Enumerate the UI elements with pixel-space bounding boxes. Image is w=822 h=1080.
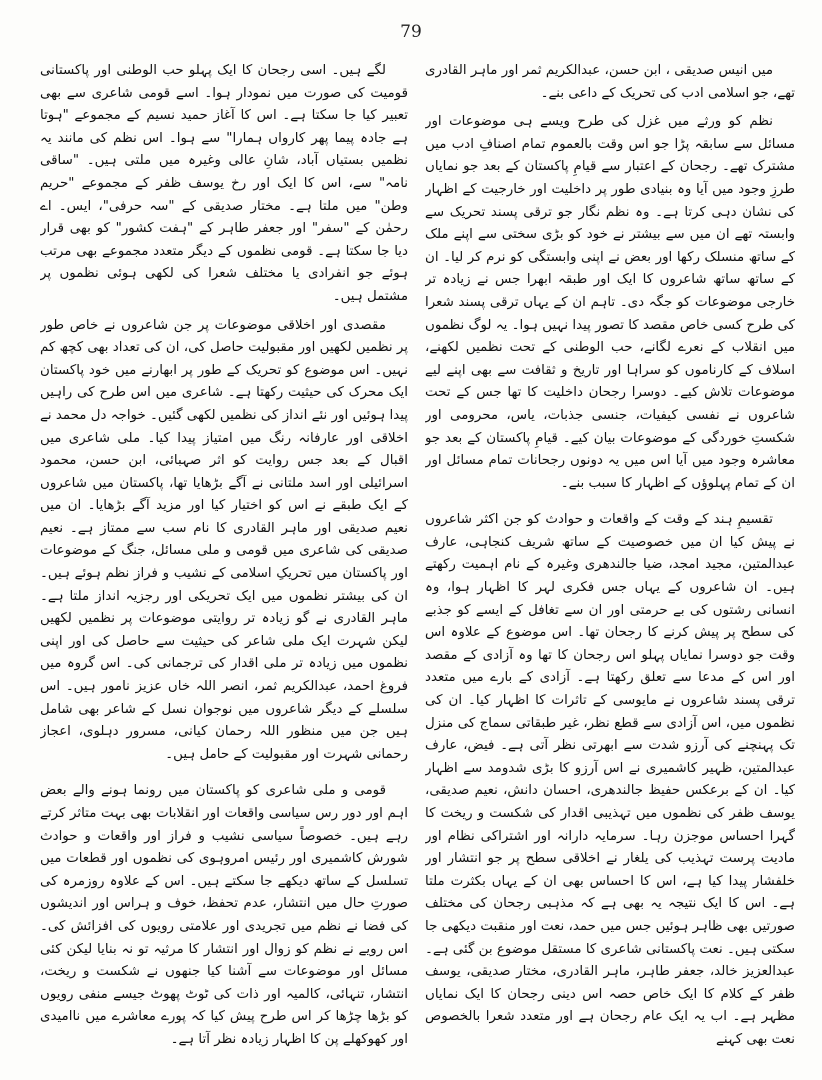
paragraph: تقسیمِ ہند کے وقت کے واقعات و حوادث کو جن اکثر شاعروں نے پیش کیا ان میں خصوصیت کے ساتھ شریف کنجاہی، عارف عبدالمتین، مجید امجد، ضیا جالندھری وغیرہ کے نام اہمیت رکھتے ہیں۔ ان شاعروں کے یہاں جس فکری لہر کا اظہار ہوا، وہ انسانی رشتوں کی بے حرمتی اور ان سے تغافل کے ایسے کو جذبے کی سطح پر پیش کرنے کا رجحان تھا۔ اس موضوع کے علاوہ اس وقت جو دوسرا نمایاں پہلو اس رجحان کا تھا وہ آزادی کے مقصد اور اس کے مدعا سے تعلق رکھتا ہے۔ آزادی کے بارے میں متعدد ترقی پسند شاعروں نے مایوسی کے تاثرات کا اظہار کیا۔ ان کی نظموں میں، اس آزادی سے قطع نظر، غیر طبقاتی سماج کی منزل تک پہنچنے کی آرزو شدت سے ابھرتی نظر آتی ہے۔ فیض، عارف عبدالمتین، ظہیر کاشمیری نے اس آرزو کا بڑی شدومد سے اظہار کیا۔ ان کے برعکس حفیظ جالندھری، احسان دانش، نعیم صدیقی، یوسف ظفر کی نظموں میں تہذیبی اقدار کی شکست و ریخت کا گہرا احساس موجزن رہا۔ سرمایہ دارانہ اور اشتراکی نظام اور مادیت پرست تہذیب کی یلغار نے اخلاقی سطح پر جو انتشار اور خلفشار پیدا کیا ہے، اس کا احساس بھی ان کے یہاں بکثرت ملتا ہے۔ اس کا ایک نتیجہ یہ بھی ہے کہ مذہبی رجحان کی مختلف صورتیں بھی ظاہر ہوئیں جس میں حمد، نعت اور منقبت دیکھی جا سکتی ہیں۔ نعت پاکستانی شاعری کا مستقل موضوع بن گئی ہے۔ عبدالعزیز خالد، جعفر طاہر، ماہر القادری، مختار صدیقی، یوسف ظفر کے کلام کا ایک خاص حصہ اس دینی رجحان کا ایک نمایاں مظہر ہے۔ اب یہ ایک عام رجحان ہے اور متعدد شعرا بالخصوص نعت بھی کہنے [425,512,795,1047]
right-text-column [425,60,795,1060]
paragraph: قومی و ملی شاعری کو پاکستان میں رونما ہونے والے بعض اہم اور دور رس سیاسی واقعات اور انقلابات بھی بہت متاثر کرتے رہے ہیں۔ خصوصاً سیاسی نشیب و فراز اور واقعات و حوادث شورش کاشمیری اور رئیس امروہوی کی نظموں اور قطعات میں تسلسل کے ساتھ دیکھے جا سکتے ہیں۔ اس کے علاوہ روزمرہ کی صورتِ حال میں انتشار، عدم تحفظ، خوف و ہراس اور اندیشوں کی فضا نے نظم میں تجریدی اور علامتی رویوں کی افزائش کی۔ اس رویے نے نظم کو زوال اور انتشار کا مرثیہ تو نہ بنایا لیکن کئی مسائل اور موضوعات سے آشنا کیا جنھوں نے شکست و ریخت، انتشار، تنہائی، کالمیہ اور ذات کی ٹوٹ پھوٹ جیسے منفی رویوں کو بڑھا چڑھا کر اس طرح پیش کیا کہ پورے معاشرے میں ناامیدی اور کھوکھلے پن کا اظہار زیادہ نظر آتا ہے۔ [40,783,408,1047]
paragraph: میں انیس صدیقی ، ابن حسن، عبدالکریم ثمر اور ماہر القادری تھے، جو اسلامی ادب کی تحریک کے داعی بنے۔ [425,63,795,101]
page-number: 79 [400,22,422,42]
paragraph: لگے ہیں۔ اسی رجحان کا ایک پہلو حب الوطنی اور پاکستانی قومیت کی صورت میں نمودار ہوا۔ اسے قومی شاعری سے بھی تعبیر کیا جا سکتا ہے۔ اس کا آغاز حمید نسیم کے مجموعے "ہوتا ہے جادہ پیما پھر کارواں ہمارا" سے ہوا۔ اس نظم کی مانند یہ نظمیں بستیاں آباد، شانِ عالی وغیرہ میں ملتی ہیں۔ "ساقی نامہ" سے، اس کا ایک اور رخ یوسف ظفر کے مجموعے "حریم وطن" میں ملتا ہے۔ مختار صدیقی کے "سہ حرفی"، ایس۔ اے رحمٰن کے "سفر" اور جعفر طاہر کے "ہفت کشور" کو بھی قرار دیا جا سکتا ہے۔ قومی نظموں کے دیگر متعدد مجموعے بھی مرتب ہوئے جو انفرادی یا مختلف شعرا کی لکھی ہوئی نظموں پر مشتمل ہیں۔ [40,63,408,304]
left-text-column [40,60,408,1060]
paragraph: مقصدی اور اخلاقی موضوعات پر جن شاعروں نے خاص طور پر نظمیں لکھیں اور مقبولیت حاصل کی، ان کی تعداد بھی کچھ کم نہیں۔ اس موضوع کو تحریک کے طور پر ابھارنے میں خود پاکستان ایک محرک کی حیثیت رکھتا ہے۔ شاعری میں اس طرح کی راہیں پیدا ہوئیں اور نئے انداز کی نظمیں لکھی گئیں۔ خواجہ دل محمد نے اخلاقی اور عارفانہ رنگ میں امتیاز پیدا کیا۔ ملی شاعری میں اقبال کے بعد جس روایت کو اثر صہبائی، ابن حسن، محمود اسرائیلی اور اسد ملتانی نے آگے بڑھایا تھا، پاکستان میں شاعروں کے ایک طبقے نے اس کو اختیار کیا اور مزید آگے بڑھایا۔ ان میں نعیم صدیقی اور ماہر القادری کا نام سب سے ممتاز ہے۔ نعیم صدیقی کی شاعری میں قومی و ملی مسائل، جنگ کے موضوعات اور پاکستان میں تحریکِ اسلامی کے نشیب و فراز نظم ہوئے ہیں۔ ان کی بیشتر نظموں میں ایک تحریکی اور رجزیہ انداز ملتا ہے۔ ماہر القادری نے گو زیادہ تر روایتی موضوعات پر نظمیں لکھیں لیکن شہرت ایک ملی شاعر کی حیثیت سے حاصل کی اور اپنی نظموں میں زیادہ تر ملی اقدار کی ترجمانی کی۔ اس گروہ میں فروغ احمد، عبدالکریم ثمر، انصر اللہ خاں عزیز نامور ہیں۔ اس سلسلے کے دیگر شاعروں میں نوجوان نسل کے شاعر بھی شامل ہیں جن میں منظور اللہ رحمان کیانی، مسرور دہلوی، اعجاز رحمانی شہرت اور مقبولیت کے حامل ہیں۔ [40,317,408,762]
paragraph: نظم کو ورثے میں غزل کی طرح ویسے ہی موضوعات اور مسائل سے سابقہ پڑا جو اس وقت بالعموم تمام اصنافِ ادب میں مشترک تھے۔ رجحان کے اعتبار سے قیامِ پاکستان کے بعد جو نمایاں طرزِ وجود میں آیا وہ بنیادی طور پر داخلیت اور خارجیت کے اظہار کی نشان دہی کرتا ہے۔ وہ نظم نگار جو ترقی پسند تحریک سے وابستہ تھے ان میں سے بیشتر نے خود کو بڑی سختی سے اپنے ملک کے ساتھ منسلک رکھا اور بعض نے اپنی وابستگی کو نرم کر لیا۔ ان کے ساتھ ساتھ شاعروں کا ایک اور طبقہ ابھرا جس نے زیادہ تر خارجی موضوعات کو جگہ دی۔ تاہم ان کے یہاں ترقی پسند شعرا کی طرح کسی خاص مقصد کا تصور پیدا نہیں ہوا۔ یہ لوگ نظموں میں انقلاب کے نعرے لگانے، حب الوطنی کے تحت نظمیں لکھنے، اسلاف کے کارناموں کو سراہا اور تاریخ و ثقافت سے بھی اپنے لیے موضوعات تلاش کیے۔ دوسرا رجحان داخلیت کا تھا جس کے تحت شاعروں نے نفسی کیفیات، جنسی جذبات، یاس، محرومی اور شکستِ خوردگی کے موضوعات بیان کیے۔ قیامِ پاکستان کے بعد جو معاشرہ وجود میں آیا اس میں یہ دونوں رجحانات تمام مسائل اور ان کے تمام پہلوؤں کے اظہار کا سبب بنے۔ [425,114,795,491]
